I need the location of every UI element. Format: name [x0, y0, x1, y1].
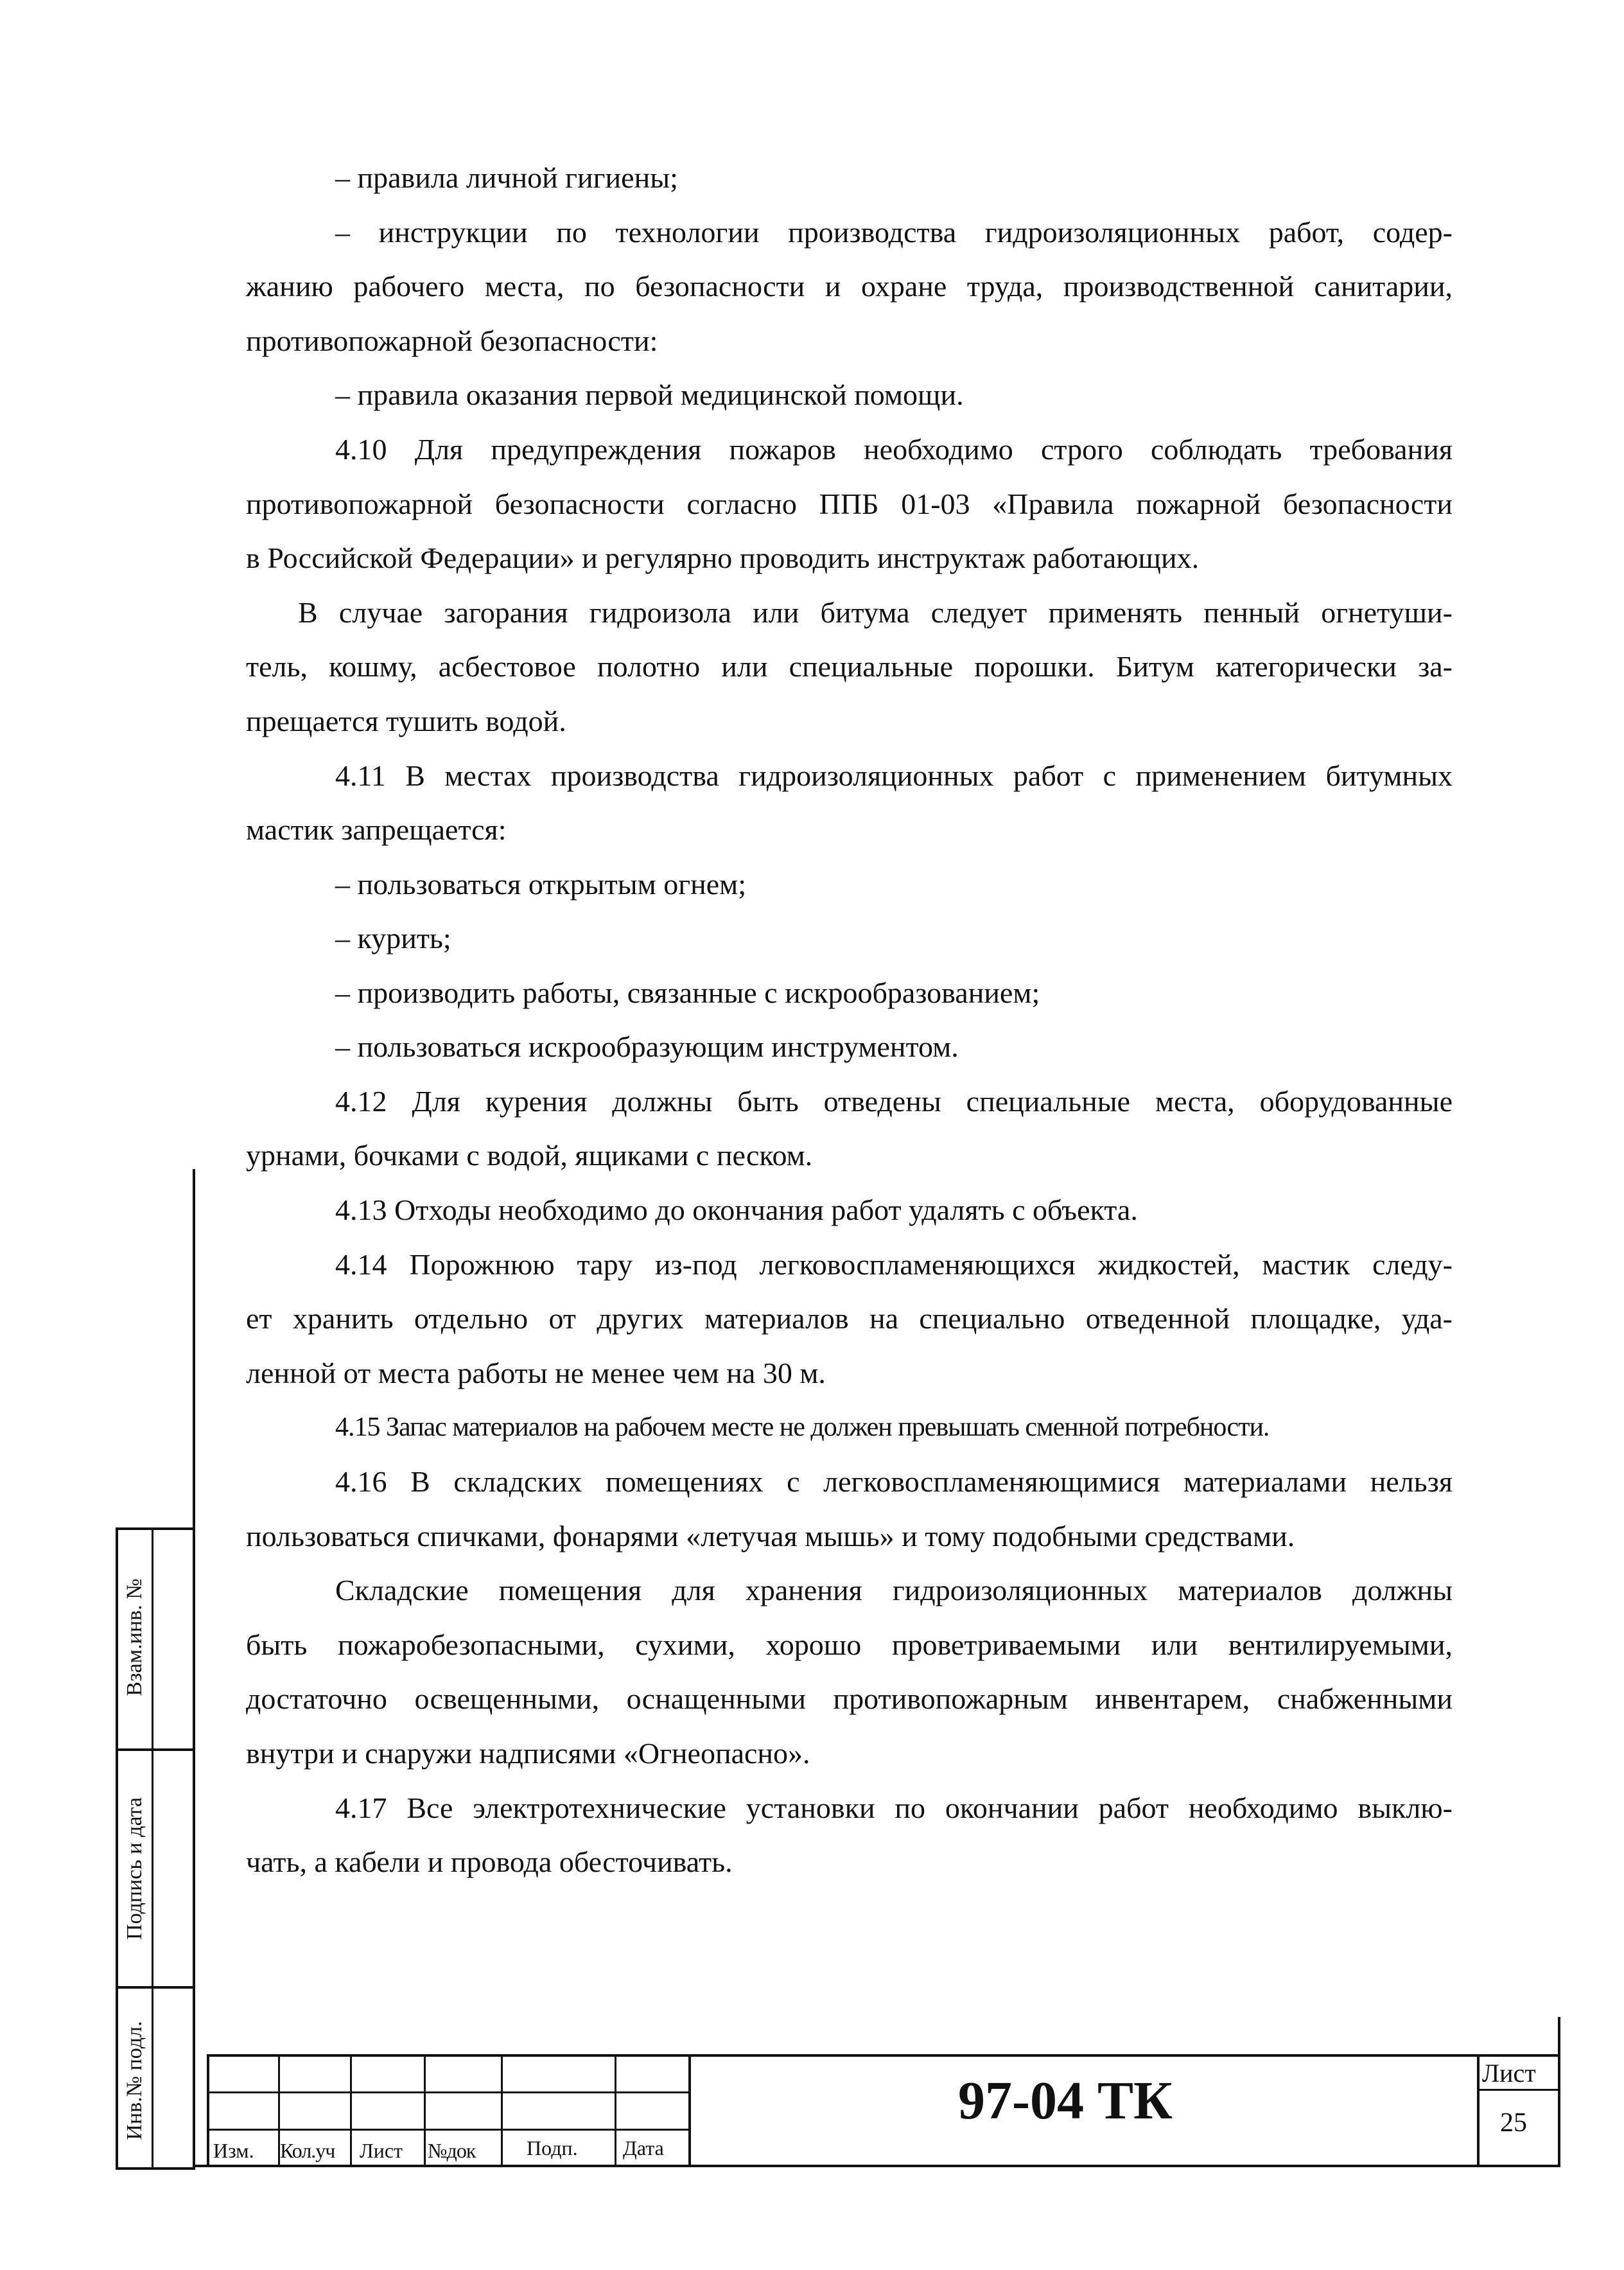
side-top-line	[116, 1527, 195, 1530]
text-line: Складские помещения для хранения гидроизоляционных материалов должны	[335, 1574, 1453, 1606]
text-line: – пользоваться открытым огнем;	[335, 868, 747, 901]
side-bottom-line	[116, 2167, 195, 2170]
frame-right	[1558, 2017, 1560, 2167]
text-line: – правила личной гигиены;	[335, 161, 678, 194]
text-line: 4.15 Запас материалов на рабочем месте не должен превышать сменной потребности.	[335, 1412, 1270, 1442]
column-header: Дата	[623, 2136, 664, 2160]
text-line: ленной от места работы не менее чем на 30 м.	[246, 1357, 826, 1389]
text-line: 4.14 Порожнюю тару из-под легковоспламеняющихся жидкостей, мастик следу-	[335, 1248, 1453, 1281]
document-code: 97-04 ТК	[958, 2071, 1173, 2131]
text-line: 4.10 Для предупреждения пожаров необходимо строго соблюдать требования	[335, 433, 1453, 466]
sheet-box-left	[1477, 2054, 1480, 2167]
text-line: ет хранить отдельно от других материалов на специально отведенной площадке, уда-	[246, 1302, 1453, 1335]
frame-bottom	[193, 2165, 1560, 2167]
column-header: Изм.	[213, 2139, 254, 2162]
text-line: мастик запрещается:	[246, 813, 507, 846]
text-line: 4.17 Все электротехнические установки по окончании работ необходимо выклю-	[335, 1791, 1453, 1824]
text-line: противопожарной безопасности:	[246, 324, 658, 357]
side-outer-line	[116, 1527, 118, 2170]
text-line: – инструкции по технологии производства гидроизоляционных работ, содер-	[335, 216, 1453, 249]
text-line: 4.11 В местах производства гидроизоляционных работ с применением битумных	[335, 759, 1453, 792]
text-line: В случае загорания гидроизола или битума следует применять пенный огнетуши-	[298, 596, 1453, 629]
text-line: урнами, бочками с водой, ящиками с песком.	[246, 1139, 813, 1172]
text-line: быть пожаробезопасными, сухими, хорошо проветриваемыми или вентилируемыми,	[246, 1628, 1453, 1661]
text-line: жанию рабочего места, по безопасности и охране труда, производственной санитарии,	[246, 270, 1453, 303]
text-line: достаточно освещенными, оснащенными противопожарным инвентарем, снабженными	[246, 1682, 1453, 1715]
side-label-signature-date: Подпись и дата	[123, 1797, 146, 1940]
text-line: прещается тушить водой.	[246, 705, 566, 737]
column-header: Лист	[360, 2139, 403, 2162]
grid-col-line	[350, 2054, 352, 2167]
text-line: чать, а кабели и провода обесточивать.	[246, 1845, 733, 1878]
text-line: внутри и снаружи надписями «Огнеопасно».	[246, 1737, 810, 1770]
column-header: Подп.	[527, 2136, 578, 2160]
grid-col-line	[615, 2054, 616, 2167]
sheet-label: Лист	[1482, 2059, 1536, 2088]
text-line: 4.16 В складских помещениях с легковоспламеняющимися материалами нельзя	[335, 1465, 1453, 1498]
side-inner-line	[152, 1527, 153, 2170]
side-label-replace-inv: Взам.инв. №	[123, 1578, 146, 1696]
text-line: в Российской Федерации» и регулярно проводить инструктаж работающих.	[246, 541, 1200, 574]
text-line: – курить;	[335, 922, 451, 955]
column-header: №док	[428, 2139, 476, 2162]
sheet-box-divider	[1477, 2089, 1560, 2091]
grid-col-line	[688, 2054, 691, 2167]
text-line: 4.12 Для курения должны быть отведены специальные места, оборудованные	[335, 1085, 1453, 1118]
frame-top	[207, 2054, 1560, 2057]
side-vertical-line	[193, 1169, 195, 2165]
side-divider	[116, 1986, 195, 1989]
text-line: – правила оказания первой медицинской помощи.	[335, 378, 964, 411]
sheet-number: 25	[1500, 2108, 1527, 2138]
grid-col-line	[424, 2054, 426, 2167]
text-line: противопожарной безопасности согласно ППБ 01-03 «Правила пожарной безопасности	[246, 488, 1453, 520]
grid-col-line	[501, 2054, 503, 2167]
frame-left	[207, 2054, 209, 2167]
text-line: 4.13 Отходы необходимо до окончания работ удалять с объекта.	[335, 1193, 1138, 1226]
text-line: – пользоваться искрообразующим инструментом.	[335, 1030, 959, 1063]
text-line: – производить работы, связанные с искрообразованием;	[335, 976, 1040, 1009]
side-divider	[116, 1748, 195, 1751]
side-label-inv-orig: Инв.№ подл.	[123, 2021, 146, 2140]
text-line: пользоваться спичками, фонарями «летучая мышь» и тому подобными средствами.	[246, 1520, 1295, 1553]
column-header: Кол.уч	[280, 2139, 335, 2162]
text-line: тель, кошму, асбестовое полотно или специальные порошки. Битум категорически за-	[246, 650, 1453, 683]
